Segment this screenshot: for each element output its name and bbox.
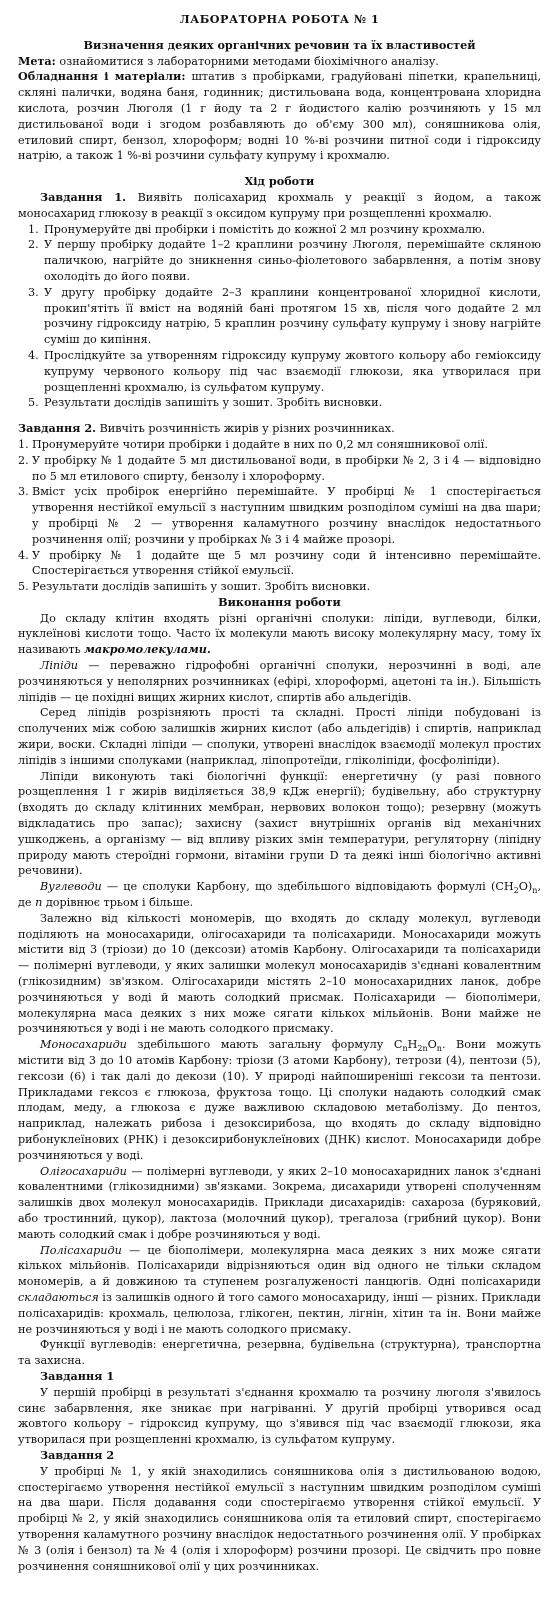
execution-heading: Виконання роботи — [218, 594, 341, 609]
answer1-heading: Завдання 1 — [40, 1368, 115, 1383]
list-item: 4. У пробірку № 1 додайте ще 5 мл розчину соди й інтенсивно перемішайте. Спостерігається утворення стійкої емульсії. — [18, 548, 541, 578]
answer2-text: У пробірці № 1, у якій знаходились соняшникова олія з дистильованою водою, спостерігаємо утворення нестійкої емульсії з наступним швидким розподілом суміші на два шари. Після додавання соди спостерігаємо утворення стійкої емульсії. У пробірці № 2, у якій знаходились соняшникова олія та етиловий спирт, спостерігаємо утворення каламутного розчину внаслідок недостатнього розчинення олії. У пробірках № 3 (олія і бензол) та № 4 (олія і хлороформ) розчини прозорі. Це свідчить про повне розчинення соняшникової олії у цих розчинниках. — [18, 1464, 541, 1573]
lab-subtitle: Визначення деяких органічних речовин та їх властивостей — [83, 37, 476, 52]
procedure-heading: Хід роботи — [244, 174, 315, 189]
mono-term: Моносахариди — [40, 1038, 127, 1052]
answer1-text: У першій пробірці в результаті з'єднання крохмалю та розчину люголя з'явилось синє забарвлення, яке зникає при нагріванні. У другій пробірці утворився осад жовтого кольору – гідроксид купруму, що з'явився під час взаємодії глюкози, яка утворилася при розщепленні крохмалю, із сульфатом купруму. — [18, 1385, 541, 1447]
list-item: 1. Пронумеруйте дві пробірки і помістіть до кожної 2 мл розчину крохмалю. — [28, 222, 486, 236]
task2-intro — [18, 421, 541, 437]
macromolecules-term: макромолекулами. — [84, 642, 211, 657]
list-item: 5. Результати дослідів запишіть у зошит. Зробіть висновки. — [18, 580, 371, 594]
lab-title: ЛАБОРАТОРНА РОБОТА № 1 — [179, 12, 380, 26]
carbs-term: Вуглеводи — [40, 880, 102, 894]
list-item: 4. Прослідкуйте за утворенням гідроксиду купруму жовтого кольору або геміоксиду купруму червоного кольору під час взаємодії глюкози, яка утворилася при розщепленні крохмалю, із сульфатом купруму. — [28, 348, 541, 394]
task2-steps — [18, 437, 541, 595]
list-item: 2. У першу пробірку додайте 1–2 краплини розчину Люголя, перемішайте скляною паличкою, нагрійте до зникнення синьо-фіолетового забарвлення, а потім знову охолодіть до його появи. — [28, 238, 541, 283]
goal-label: Мета: — [18, 53, 56, 68]
list-item: 1. Пронумеруйте чотири пробірки і додайте в них по 0,2 мл соняшникової олії. — [18, 437, 488, 451]
intro-paragraph: До складу клітин входять різні органічні сполуки: ліпіди, вуглеводи, білки, нуклеїнові кислоти тощо. Часто їх молекули мають високу молекулярну масу, тому їх називають макромолекулами. — [18, 611, 541, 657]
list-item: 3. Вміст усіх пробірок енергійно перемішайте. У пробірці № 1 спостерігається утворення нестійкої емульсії з наступним швидким розподілом суміші на два шари; у пробірці № 2 — утворення каламутного розчину внаслідок недостатнього розчинення олії; розчини у пробірках № 3 і 4 майже прозорі. — [18, 485, 541, 546]
task2-label: Завдання 2. — [18, 421, 97, 436]
carbs-paragraph: Вуглеводи — це сполуки Карбону, що здебільшого відповідають формулі $(CH_2O)_n$, де n дорівнює трьом і більше. — [18, 880, 541, 910]
lipids-functions-paragraph: Ліпіди виконують такі біологічні функції: енергетичну (у разі повного розщеплення 1 г жирів виділяється 38,9 кДж енергії); будівельну, або структурну (входять до складу клітинних мембран, нервових волокон тощо); резервну (можуть відкладатись про запас); захисну (захист внутрішніх органів від механічних ушкоджень, а організму — від впливу різких змін температури, регуляторну (ліпідну природу мають стероїдні гормони, вітаміни групи D та деякі інші біологічно активні речовини). — [18, 769, 541, 878]
list-item: 5. Результати дослідів запишіть у зошит. Зробіть висновки. — [28, 396, 383, 410]
equipment-text: штатив з пробірками, градуйовані піпетки, крапельниці, скляні палички, водяна баня, годинник; дистильована вода, концентрована хлоридна кислота, розчин Люголя (1 г йоду та 2 г йодистого калію розчиняють у 15 мл дистильованої води і згодом розбавляють до об'єму 300 мл), соняшникова олія, етиловий спирт, бензол, хлороформ; водні 10 %-ві розчини питної соди і гідроксиду натрію, а також 1 %-ві розчини сульфату купруму і крохмалю. — [18, 70, 542, 163]
lipids-types-paragraph: Серед ліпідів розрізняють прості та складні. Прості ліпіди побудовані із сполучених між собою залишків жирних кислот (або альдегідів) і спиртів, наприклад жири, воски. Складні ліпіди — сполуки, утворені внаслідок взаємодії молекул простих ліпідів з іншими сполуками (наприклад, ліпопротеїди, гліколіпіди, фосфоліпіди). — [18, 706, 541, 767]
goal-paragraph — [18, 54, 541, 70]
carbs-formula: $(CH_2O)_n$ — [490, 880, 538, 896]
list-item: 2. У пробірку № 1 додайте 5 мл дистильованої води, в пробірки № 2, 3 і 4 — відповідно по 5 мл етилового спирту, бензолу і хлороформу. — [18, 453, 541, 483]
oligo-paragraph: Олігосахариди — полімерні вуглеводи, у яких 2–10 моносахаридних ланок з'єднані ковалентними (глікозидними) зв'язками. Зокрема, дисахариди утворені сполученням залишків двох молекул моносахаридів. Приклади дисахаридів: сахароза (бурякoвий, або тростинний, цукор), лактоза (молочний цукор), трегалоза (грибний цукор). Вони мають солодкий смак і добре розчиняються у воді. — [18, 1164, 541, 1241]
list-item: 3. У другу пробірку додайте 2–3 краплини концентрованої хлоридної кислоти, прокип'ятіть її вміст на водяній бані протягом 15 хв, після чого додайте 2 мл розчину гідроксиду натрію, 5 краплин розчину сульфату купруму і знову нагрійте суміш до кипіння. — [28, 285, 541, 347]
functions-paragraph: Функції вуглеводів: енергетична, резервна, будівельна (структурна), транспортна та захисна. — [18, 1338, 541, 1368]
poly-paragraph: Полісахариди — це біополімери, молекулярна маса деяких з них може сягати кількох мільйонів. Полісахариди відрізняються один від одного не тільки складом мономерів, а й довжиною та ступенем розгалуженості ланцюгів. Одні полісахариди складаються із залишків одного й того самого моносахариду, інші — різних. Приклади полісахаридів: крохмаль, целюлоза, глікоген, пектин, лігнін, хітин та ін. Вони майже не розчиняються у воді і не мають солодкого присмаку. — [18, 1243, 542, 1336]
task1-text: Виявіть полісахарид крохмаль у реакції з йодом, а також моносахарид глюкозу в реакції з оксидом купруму при розщепленні крохмалю. — [18, 190, 541, 220]
lipids-term: Ліпіди — [40, 659, 78, 673]
equipment-label: Обладнання і матеріали: — [18, 69, 186, 84]
poly-term: Полісахариди — [40, 1243, 122, 1257]
equipment-paragraph — [18, 69, 541, 164]
task1-label: Завдання 1. — [40, 189, 127, 204]
goal-text: ознайомитися з лабораторними методами біохімічного аналізу. — [59, 54, 439, 68]
lipids-paragraph: Ліпіди — переважно гідрофобні органічні сполуки, нерозчинні в воді, але розчиняються у неполярних розчинниках (ефірі, хлороформі, ацетоні та ін.). Більшість ліпідів — це похідні вищих жирних кислот, спиртів або альдегідів. — [18, 659, 541, 704]
mono-paragraph: Моносахариди здебільшого мають загальну формулу $C_nH_{2n}O_n$. Вони можуть містити від 3 до 10 атомів Карбону: тріози (3 атоми Карбону), тетрози (4), пентози (5), гексози (6) і так далі до декози (10). У природі найпоширеніші гексози та пентози. Прикладами гексоз є глюкоза, фруктоза тощо. Ці сполуки надають солодкий смак плодам, меду, а глюкоза є дуже важливою складовою метаболізму. До пентоз, наприклад, належать рибоза і дезоксирибоза, що входять до складу відповідно рибонуклеїнових (РНК) і дезоксирибонуклеїнових (ДНК) кислот. Моносахариди добре розчиняються у воді. — [18, 1038, 542, 1162]
task2-text: Вивчіть розчинність жирів у різних розчинниках. — [99, 422, 395, 436]
carbs-classes-paragraph: Залежно від кількості мономерів, що входять до складу молекул, вуглеводи поділяють на моносахариди, олігосахариди та полісахариди. Моносахариди можуть містити від 3 (тріози) до 10 (дексози) атомів Карбону. Олігосахариди та полісахариди — полімерні вуглеводи, у яких залишки молекул моносахаридів з'єднані ковалентним (глікозидним) зв'язком. Олігосахариди містять 2–10 моносахаридних ланок, добре розчиняються у воді й мають солодкий присмак. Полісахариди — біополімери, молекулярна маса деяких з них може сягати кількох мільйонів. Вони майже не розчиняються у воді і не мають солодкого присмаку. — [18, 911, 541, 1036]
task1-intro — [18, 190, 541, 222]
answer2-heading: Завдання 2 — [40, 1447, 115, 1462]
task1-steps — [18, 222, 541, 412]
oligo-term: Олігосахариди — [40, 1164, 127, 1178]
